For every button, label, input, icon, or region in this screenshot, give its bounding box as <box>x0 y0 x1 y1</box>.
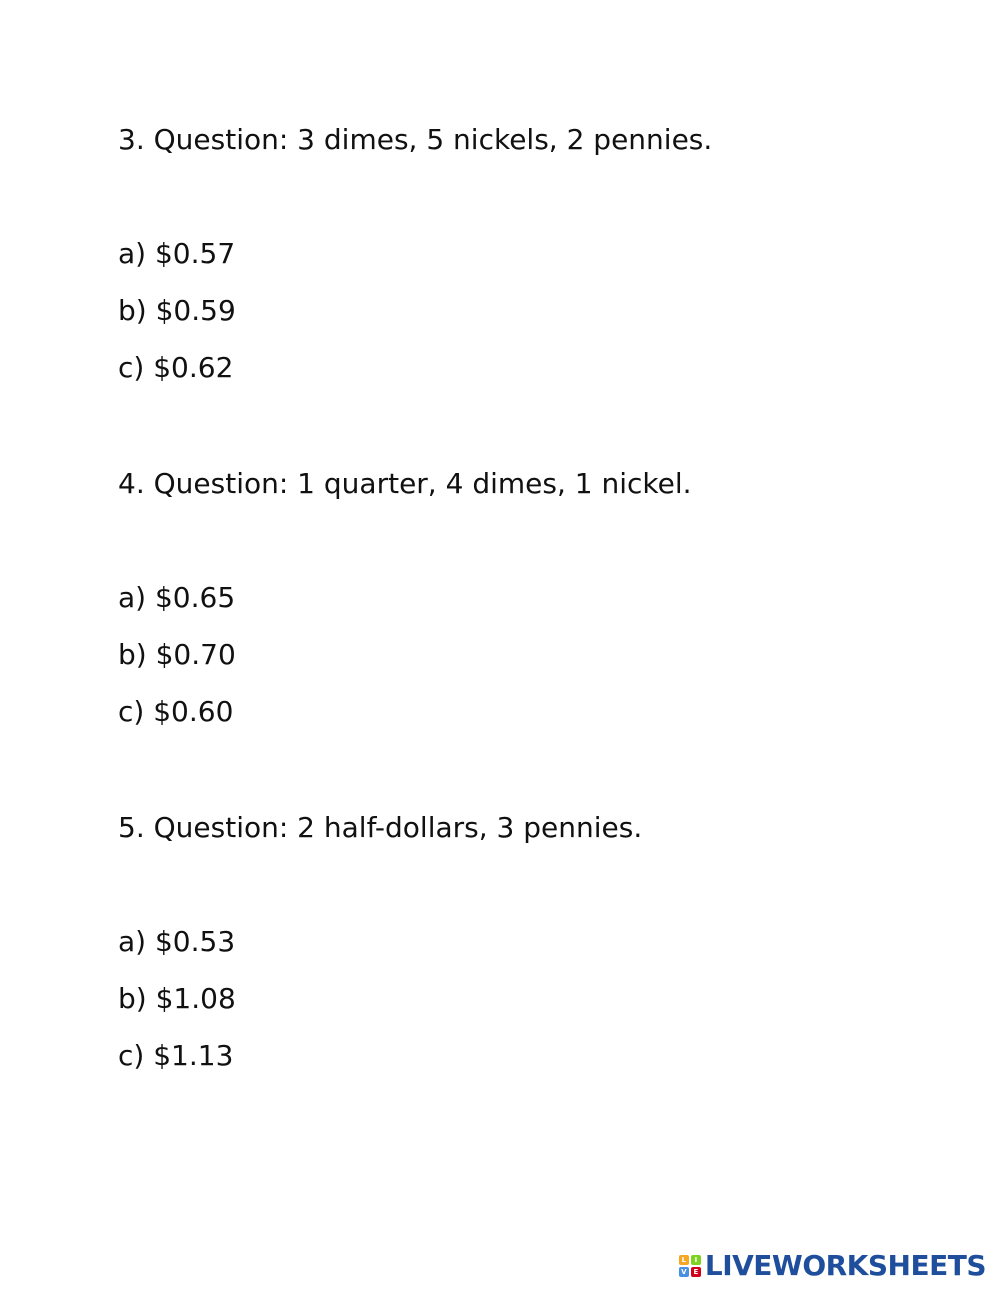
brand-text: LIVEWORKSHEETS <box>704 1249 986 1282</box>
logo-tile-3: V <box>679 1267 689 1277</box>
liveworksheets-logo-icon <box>679 1255 701 1277</box>
question-4-option-c[interactable]: c) $0.60 <box>118 695 234 728</box>
question-4-option-b[interactable]: b) $0.70 <box>118 638 236 671</box>
question-3-option-b[interactable]: b) $0.59 <box>118 294 236 327</box>
question-5-option-c[interactable]: c) $1.13 <box>118 1039 234 1072</box>
logo-tile-2: I <box>691 1255 701 1265</box>
question-4-option-a[interactable]: a) $0.65 <box>118 581 236 614</box>
question-3-option-a[interactable]: a) $0.57 <box>118 237 236 270</box>
liveworksheets-brand <box>679 1250 986 1282</box>
logo-tile-1: L <box>679 1255 689 1265</box>
question-3-prompt: 3. Question: 3 dimes, 5 nickels, 2 pennies. <box>118 123 713 156</box>
question-4-prompt: 4. Question: 1 quarter, 4 dimes, 1 nickel. <box>118 467 692 500</box>
question-5-option-a[interactable]: a) $0.53 <box>118 925 236 958</box>
question-5-option-b[interactable]: b) $1.08 <box>118 982 236 1015</box>
logo-tile-4: E <box>691 1267 701 1277</box>
question-5-prompt: 5. Question: 2 half-dollars, 3 pennies. <box>118 811 643 844</box>
question-3-option-c[interactable]: c) $0.62 <box>118 351 234 384</box>
